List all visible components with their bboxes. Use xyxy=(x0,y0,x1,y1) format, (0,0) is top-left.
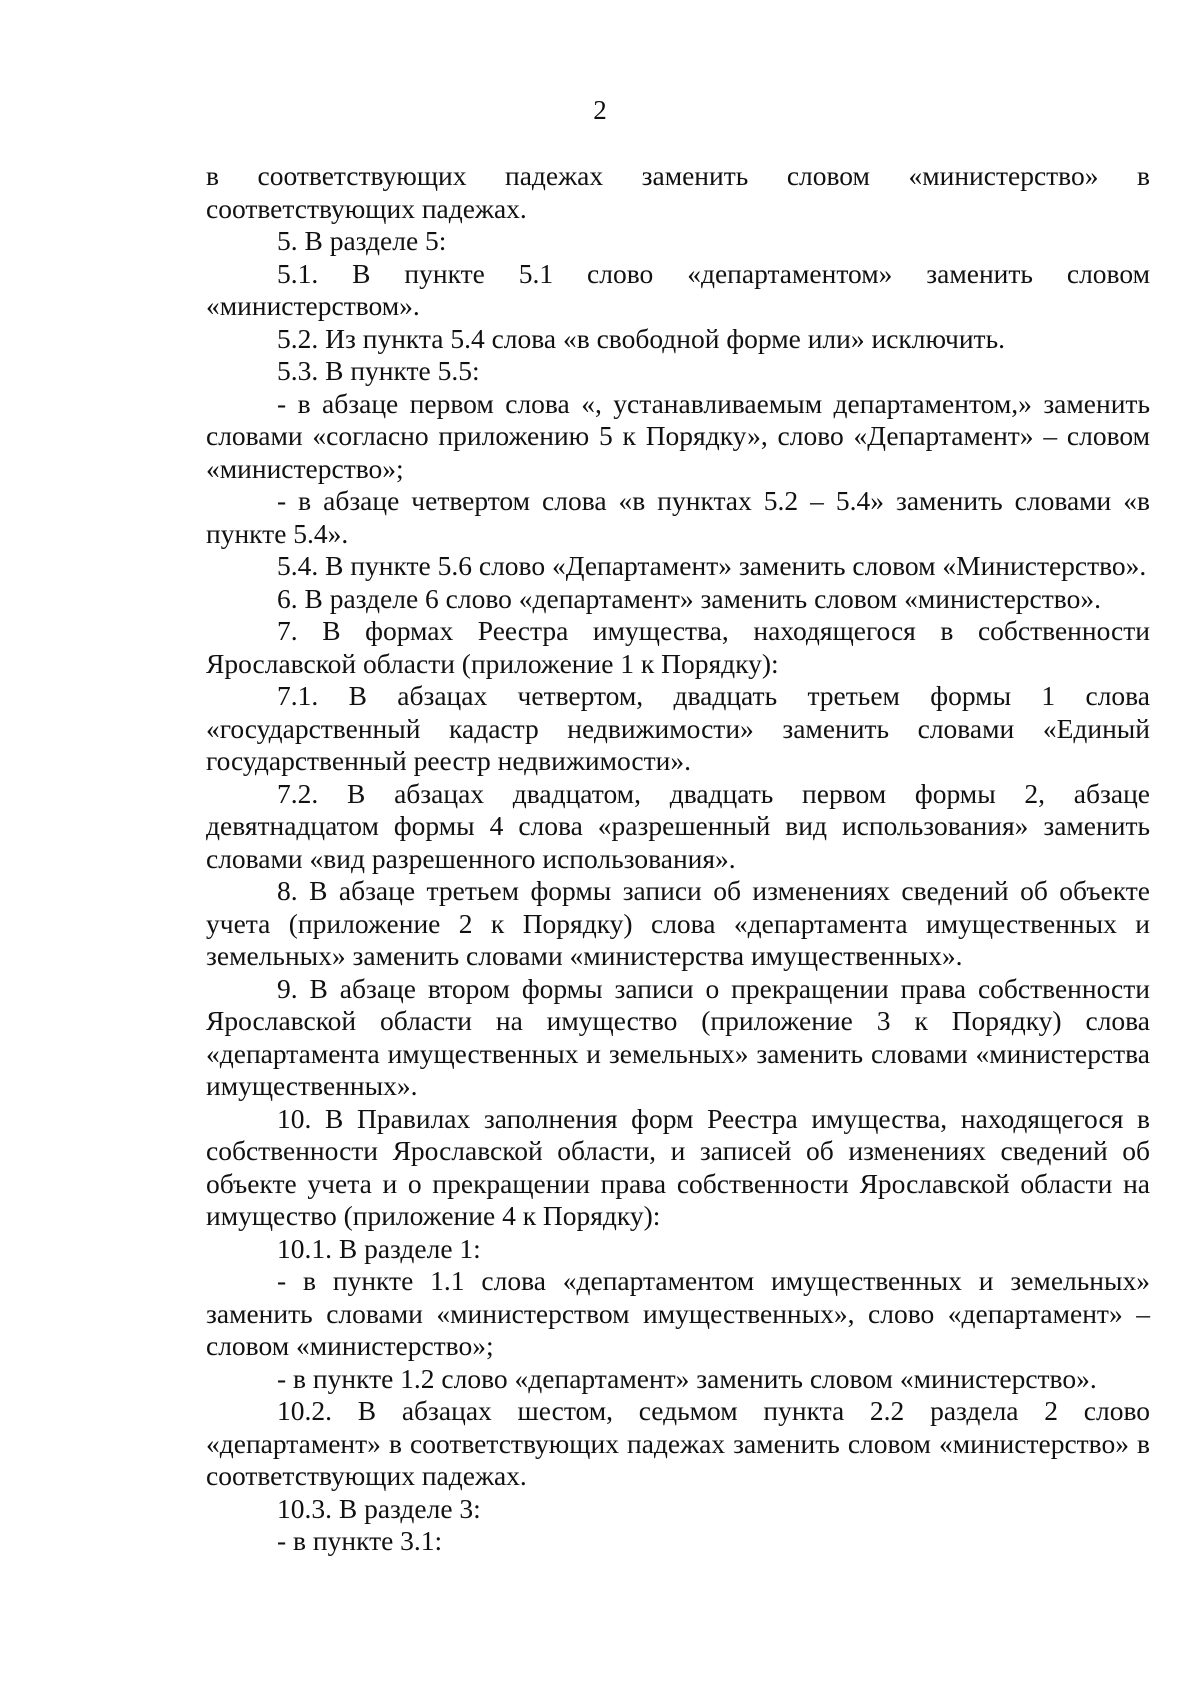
paragraph-10-3: 10.3. В разделе 3: xyxy=(277,1492,481,1524)
paragraph-5-3-item-1: - в абзаце первом слова «, устанавливаемым департаментом,» заменить словами «согласно приложению 5 к Порядку», слово «Департамент» – словом «министерство»; xyxy=(206,387,1150,484)
paragraph-6: 6. В разделе 6 слово «департамент» заменить словом «министерство». xyxy=(277,582,1101,614)
paragraph-10-2: 10.2. В абзацах шестом, седьмом пункта 2.2 раздела 2 слово «департамент» в соответствующих падежах заменить словом «министерство» в соответствующих падежах. xyxy=(206,1395,1150,1491)
paragraph-10: 10. В Правилах заполнения форм Реестра имущества, находящегося в собственности Ярославской области, и записей об изменениях сведений об объекте учета и о прекращении права собственности Ярославской области на имущество (приложение 4 к Порядку): xyxy=(206,1102,1150,1231)
document-body xyxy=(206,160,1150,1558)
paragraph-8: 8. В абзаце третьем формы записи об изменениях сведений об объекте учета (приложение 2 к Порядку) слова «департамента имущественных и земельных» заменить словами «министерства имущественных». xyxy=(206,875,1150,971)
paragraph-5: 5. В разделе 5: xyxy=(277,225,447,256)
paragraph-5-1: 5.1. В пункте 5.1 слово «департаментом» заменить словом «министерством». xyxy=(206,257,1150,321)
paragraph-continuation: в соответствующих падежах заменить словом «министерство» в соответствующих падежах. xyxy=(206,160,1150,224)
paragraph-7-1: 7.1. В абзацах четвертом, двадцать третьем формы 1 слова «государственный кадастр недвижимости» заменить словами «Единый государственный реестр недвижимости». xyxy=(206,680,1150,776)
paragraph-10-1-item-1: - в пункте 1.1 слова «департаментом имущественных и земельных» заменить словами «министерством имущественных», слово «департамент» – словом «министерство»; xyxy=(206,1265,1150,1361)
paragraph-5-3-item-2: - в абзаце четвертом слова «в пунктах 5.2 – 5.4» заменить словами «в пункте 5.4». xyxy=(206,485,1150,549)
paragraph-9: 9. В абзаце втором формы записи о прекращении права собственности Ярославской области на имущество (приложение 3 к Порядку) слова «департамента имущественных и земельных» заменить словами «министерства имущественных». xyxy=(206,972,1150,1101)
page-number: 2 xyxy=(593,95,607,125)
paragraph-5-2: 5.2. Из пункта 5.4 слова «в свободной форме или» исключить. xyxy=(277,322,1005,354)
paragraph-10-3-item-1: - в пункте 3.1: xyxy=(277,1525,443,1556)
paragraph-10-1-item-2: - в пункте 1.2 слово «департамент» заменить словом «министерство». xyxy=(277,1362,1097,1394)
paragraph-5-4: 5.4. В пункте 5.6 слово «Департамент» заменить словом «Министерство». xyxy=(277,550,1147,581)
paragraph-7: 7. В формах Реестра имущества, находящегося в собственности Ярославской области (приложение 1 к Порядку): xyxy=(206,615,1150,679)
paragraph-10-1: 10.1. В разделе 1: xyxy=(277,1232,481,1264)
paragraph-7-2: 7.2. В абзацах двадцатом, двадцать первом формы 2, абзаце девятнадцатом формы 4 слова «разрешенный вид использования» заменить словами «вид разрешенного использования». xyxy=(206,777,1150,874)
paragraph-5-3: 5.3. В пункте 5.5: xyxy=(277,355,480,386)
